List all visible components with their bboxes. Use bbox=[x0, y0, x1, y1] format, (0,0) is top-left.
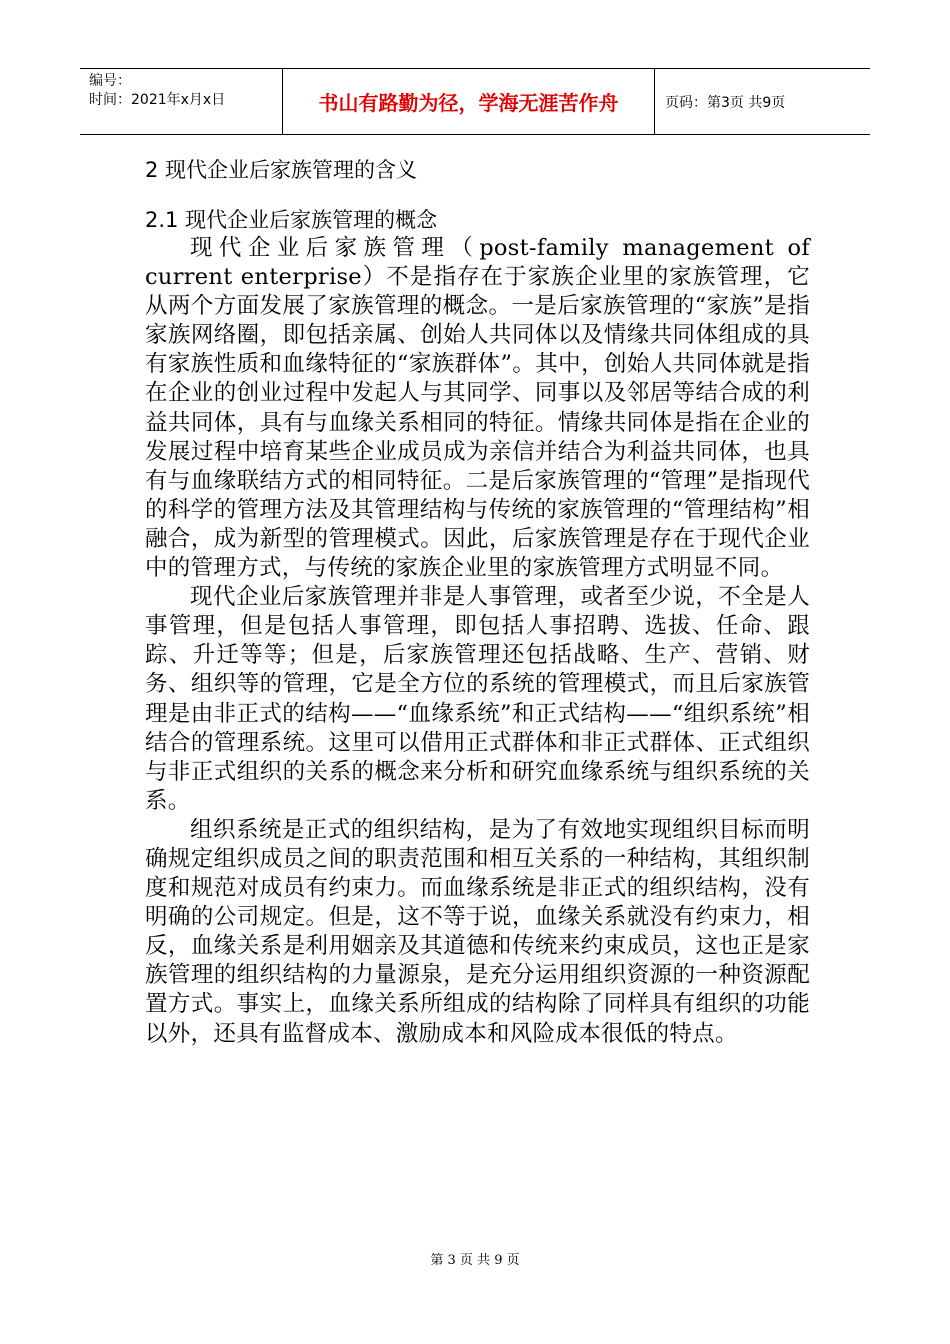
header-meta bbox=[80, 69, 283, 134]
document-body bbox=[145, 156, 810, 1049]
subsection-heading: 2.1 现代企业后家族管理的概念 bbox=[145, 208, 438, 232]
paragraph: 现代企业后家族管理（post-family management of current enterprise）不是指存在于家族企业里的家族管理，它从两个方面发展了家族管理的概念。一是后家族管理的“家族”是指家族网络圈，即包括亲属、创始人共同体以及情缘共同体组成的具有家族性质和血缘特征的“家族群体”。其中，创始人共同体就是指在企业的创业过程中发起人与其同学、同事以及邻居等结合成的利益共同体，具有与血缘关系相同的特征。情缘共同体是指在企业的发展过程中培育某些企业成员成为亲信并结合为利益共同体，也具有与血缘联结方式的相同特征。二是后家族管理的“管理”是指现代的科学的管理方法及其管理结构与传统的家族管理的“管理结构”相融合，成为新型的管理模式。因此，后家族管理是存在于现代企业中的管理方式，与传统的家族企业里的家族管理方式明显不同。 bbox=[145, 235, 810, 582]
header-page-label: 页码：第3页 共9页 bbox=[665, 94, 786, 111]
section-heading: 2 现代企业后家族管理的含义 bbox=[145, 158, 418, 182]
page-footer: 第 3 页 共 9 页 bbox=[430, 1253, 520, 1268]
document-header bbox=[80, 68, 870, 135]
time-label: 时间：2021年x月x日 bbox=[89, 92, 226, 108]
paragraph: 现代企业后家族管理并非是人事管理，或者至少说，不全是人事管理，但是包括人事管理，即包括人事招聘、选拔、任命、跟踪、升迁等等；但是，后家族管理还包括战略、生产、营销、财务、组织等的管理，它是全方位的系统的管理模式，而且后家族管理是由非正式的结构——“血缘系统”和正式结构——“组织系统”相结合的管理系统。这里可以借用正式群体和非正式群体、正式组织与非正式组织的关系的概念来分析和研究血缘系统与组织系统的关系。 bbox=[145, 584, 810, 814]
header-motto: 书山有路勤为径，学海无涯苦作舟 bbox=[283, 69, 655, 134]
paragraph: 组织系统是正式的组织结构，是为了有效地实现组织目标而明确规定组织成员之间的职责范围和相互关系的一种结构，其组织制度和规范对成员有约束力。而血缘系统是非正式的组织结构，没有明确的公司规定。但是，这不等于说，血缘关系就没有约束力，相反，血缘关系是利用姻亲及其道德和传统来约束成员，这也正是家族管理的组织结构的力量源泉，是充分运用组织资源的一种资源配置方式。事实上，血缘关系所组成的结构除了同样具有组织的功能以外，还具有监督成本、激励成本和风险成本很低的特点。 bbox=[145, 816, 810, 1047]
number-label: 编号： bbox=[89, 73, 131, 89]
